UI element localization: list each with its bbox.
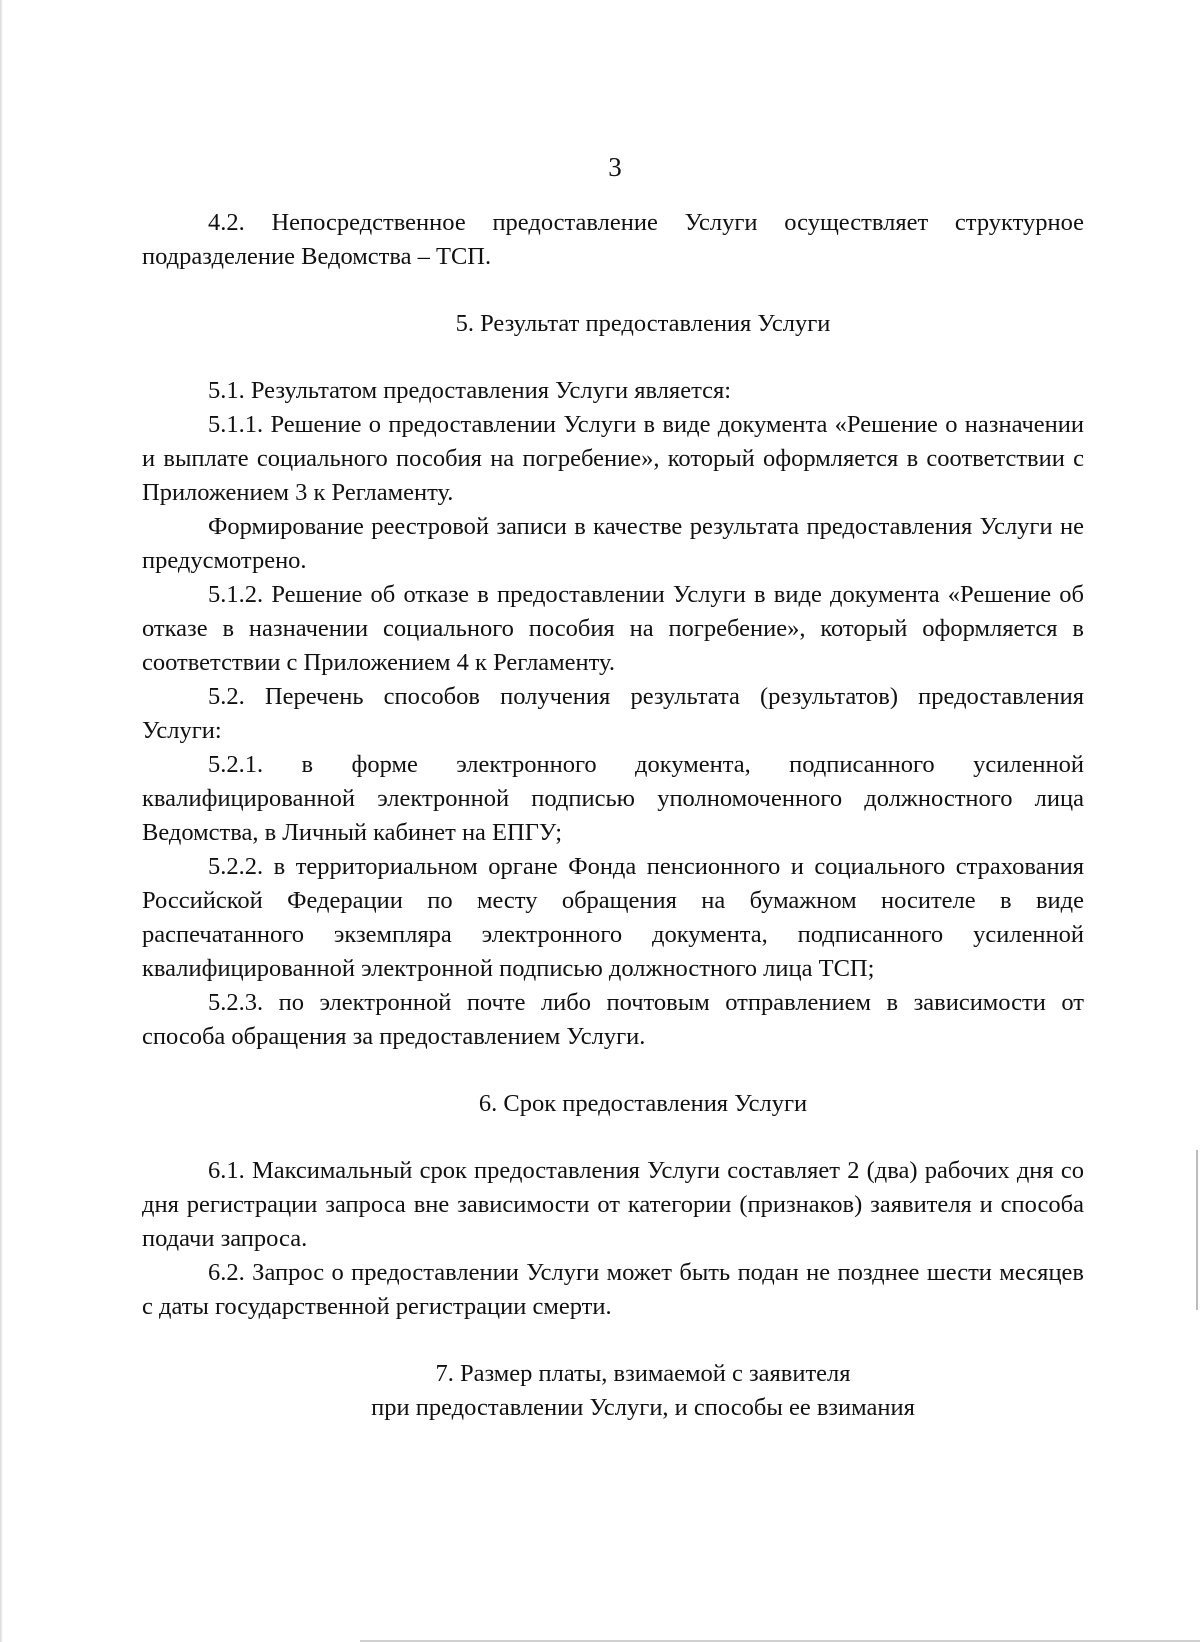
paragraph-5-1-2: 5.1.2. Решение об отказе в предоставлении Услуги в виде документа «Решение об отказе в назначении социального пособия на погребение», который оформляется в соответствии с Приложением 4 к Регламенту. — [142, 581, 1084, 676]
paragraph-registry-record: Формирование реестровой записи в качестве результата предоставления Услуги не предусмотрено. — [142, 513, 1084, 574]
paragraph-6-2: 6.2. Запрос о предоставлении Услуги может быть подан не позднее шести месяцев с даты государственной регистрации смерти. — [142, 1259, 1084, 1320]
paragraph-5-2-2: 5.2.2. в территориальном органе Фонда пенсионного и социального страхования Российской Федерации по месту обращения на бумажном носителе в виде распечатанного экземпляра электронного документа, подписанного усиленной квалифицированной электронной подписью должностного лица ТСП; — [142, 853, 1084, 982]
section-heading-7-line-1: 7. Размер платы, взимаемой с заявителя — [435, 1360, 851, 1387]
scan-edge-right — [1196, 1150, 1198, 1310]
paragraph-4-2: 4.2. Непосредственное предоставление Услуги осуществляет структурное подразделение Ведомства – ТСП. — [142, 209, 1084, 270]
section-heading-7-line-2: при предоставлении Услуги, и способы ее взимания — [371, 1394, 915, 1421]
paragraph-5-2-1: 5.2.1. в форме электронного документа, подписанного усиленной квалифицированной электронной подписью уполномоченного должностного лица Ведомства, в Личный кабинет на ЕПГУ; — [142, 751, 1084, 846]
scan-edge-left — [0, 0, 3, 1642]
page-number: 3 — [608, 152, 622, 182]
paragraph-5-2: 5.2. Перечень способов получения результата (результатов) предоставления Услуги: — [142, 683, 1084, 744]
paragraph-5-1: 5.1. Результатом предоставления Услуги является: — [208, 377, 732, 404]
document-body — [142, 206, 1084, 1425]
section-heading-6: 6. Срок предоставления Услуги — [478, 1090, 808, 1117]
paragraph-5-1-1: 5.1.1. Решение о предоставлении Услуги в виде документа «Решение о назначении и выплате социального пособия на погребение», который оформляется в соответствии с Приложением 3 к Регламенту. — [142, 411, 1084, 506]
paragraph-5-2-3: 5.2.3. по электронной почте либо почтовым отправлением в зависимости от способа обращения за предоставлением Услуги. — [142, 989, 1084, 1050]
paragraph-6-1: 6.1. Максимальный срок предоставления Услуги составляет 2 (два) рабочих дня со дня регистрации запроса вне зависимости от категории (признаков) заявителя и способа подачи запроса. — [142, 1157, 1084, 1252]
section-heading-5: 5. Результат предоставления Услуги — [455, 310, 831, 337]
